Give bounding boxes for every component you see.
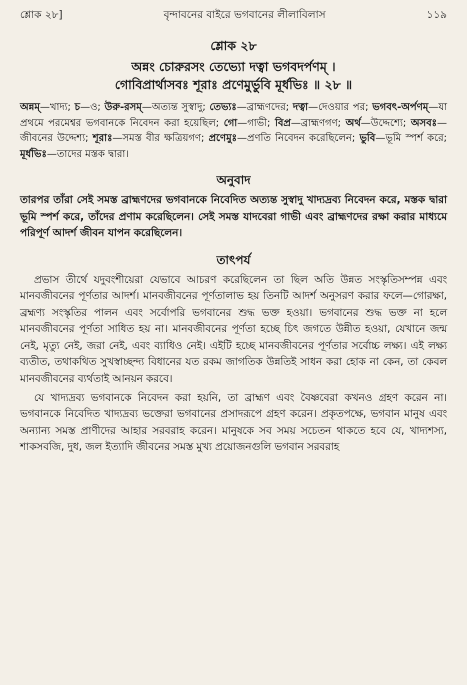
shloka-heading: শ্লোক ২৮ [210, 38, 257, 53]
synonym-word: চ [74, 102, 81, 113]
synonym-meaning: —তাদের মস্তক দ্বারা। [46, 148, 129, 160]
word-meanings [20, 100, 447, 162]
purport-paragraph: প্রভাস তীর্থে যদুবংশীয়েরা যেভাবে আচরণ করেছিলেন তা ছিল অতি উন্নত সংস্কৃতিসম্পন্ন এবং মানবজীবনের পূর্ণতার আদর্শ। মানবজীবনের পূর্ণতালাভ হয় তিনটি আদর্শ অনুসরণ করার ফলে—গোরক্ষা, ব্রহ্মণ্য সংস্কৃতির পালন এবং সর্বোপরি ভগবানের শুদ্ধ ভক্ত হওয়া। ভগবানের শুদ্ধ ভক্ত না হলে মানবজীবনের পূর্ণতা সাধিত হয় না। মানবজীবনের পূর্ণতা হচ্ছে চিৎ জগতে উন্নীত হওয়া, যেখানে জন্ম নেই, মৃত্যু নেই, জরা নেই, এবং ব্যাধিও নেই। এইটি হচ্ছে মানবজীবনের পূর্ণতার সর্বোচ্চ লক্ষ্য। এই লক্ষ্য ব্যতীত, তথাকথিত সুখস্বাচ্ছন্দ্য বিধানের যত রকম জাগতিক উন্নতিই সাধন করা হোক না কেন, তা কেবল মানবজীবনের ব্যর্থতাই আনয়ন করবে। [20, 273, 447, 386]
verse-line-2: গোবিপ্রার্থাসবঃ শূরাঃ প্রণেমুর্ভুবি মূর্ধভিঃ ॥ ২৮ ॥ [114, 77, 353, 92]
synonym-word: দত্বা [292, 102, 309, 113]
synonym-meaning: —ব্রাহ্মণদের; [236, 102, 293, 113]
synonym-meaning: —দেওয়ার পর; [308, 102, 373, 113]
translation-heading: অনুবাদ [216, 173, 251, 187]
synonym-word: ভগবৎ-অর্পণম্ [372, 102, 429, 113]
synonym-meaning: —প্রণতি নিবেদন করেছিলেন; [237, 133, 360, 144]
synonym-meaning: —উদ্দেশ্যে; [360, 117, 411, 129]
synonym-word: উরু-রসম্ [104, 102, 142, 113]
synonym-word: প্রণেমুঃ [208, 133, 237, 144]
running-head-verse-ref: শ্লোক ২৮] [20, 9, 63, 21]
synonym-word: শূরাঃ [92, 133, 113, 144]
verse-line-1: অন্নং চোরুরসং তেভ্যো দত্বা ভগবদর্পণম্ । [131, 59, 336, 74]
synonym-meaning: —ও; [80, 102, 105, 113]
synonym-word: ভুবি [359, 133, 376, 144]
purport-heading: তাৎপর্য [216, 252, 251, 267]
synonym-word: অসবঃ [410, 117, 437, 129]
synonym-meaning: —গাভী; [237, 117, 275, 129]
synonym-word: বিপ্র [274, 117, 291, 129]
synonym-meaning: —ভূমি স্পর্শ করে; [375, 133, 447, 144]
synonym-meaning: —অত্যন্ত সুস্বাদু; [141, 102, 210, 113]
translation-text: তারপর তাঁরা সেই সমস্ত ব্রাহ্মণদের ভগবানকে নিবেদিত অত্যন্ত সুস্বাদু খাদ্যদ্রব্য নিবেদন করে, মস্তক দ্বারা ভূমি স্পর্শ করে, তাঁদের প্রণাম করেছিলেন। সেই সমস্ত যাদবেরা গাভী এবং ব্রাহ্মণদের রক্ষা করার মাধ্যমে পরিপূর্ণ আদর্শ জীবন যাপন করেছিলেন। [20, 194, 447, 239]
synonym-word: মূর্ধভিঃ [20, 148, 47, 160]
synonym-meaning: —ব্রাহ্মণগণ; [290, 117, 346, 129]
synonym-meaning: —সমস্ত বীর ক্ষত্রিয়গণ; [112, 133, 209, 144]
verse-text [20, 58, 447, 94]
running-head-chapter-title: বৃন্দাবনের বাইরে ভগবানের লীলাবিলাস [163, 9, 326, 21]
synonym-word: অর্থ [345, 117, 361, 129]
page-number: ১১৯ [426, 9, 447, 21]
synonym-meaning: —জীবনের উদ্দেশ্য; [20, 117, 447, 144]
synonym-word: তেভ্যঃ [209, 102, 237, 113]
synonym-meaning: —যা প্রথমে পরমেশ্বর ভগবানকে নিবেদন করা হয়েছিল; [20, 102, 447, 129]
purport-paragraph: যে খাদ্যদ্রব্য ভগবানকে নিবেদন করা হয়নি, তা ব্রাহ্মণ এবং বৈষ্ণবেরা কখনও গ্রহণ করেন না। ভগবানকে নিবেদিত খাদ্যদ্রব্য ভক্তেরা ভগবানের প্রসাদরূপে গ্রহণ করেন। প্রকৃতপক্ষে, ভগবান মানুষ এবং অন্যান্য সমস্ত প্রাণীদের আহার সরবরাহ করেন। মানুষকে সব সময় সচেতন থাকতে হবে যে, খাদ্যশস্য, শাকসবজি, দুধ, জল ইত্যাদি জীবনের সমস্ত মুখ্য প্রয়োজনগুলি ভগবান সরবরাহ [20, 391, 447, 454]
synonym-word: গো [223, 117, 238, 129]
synonym-meaning: —খাদ্য; [39, 102, 75, 113]
synonym-word: অন্নম্ [20, 102, 40, 113]
running-head [20, 8, 447, 28]
